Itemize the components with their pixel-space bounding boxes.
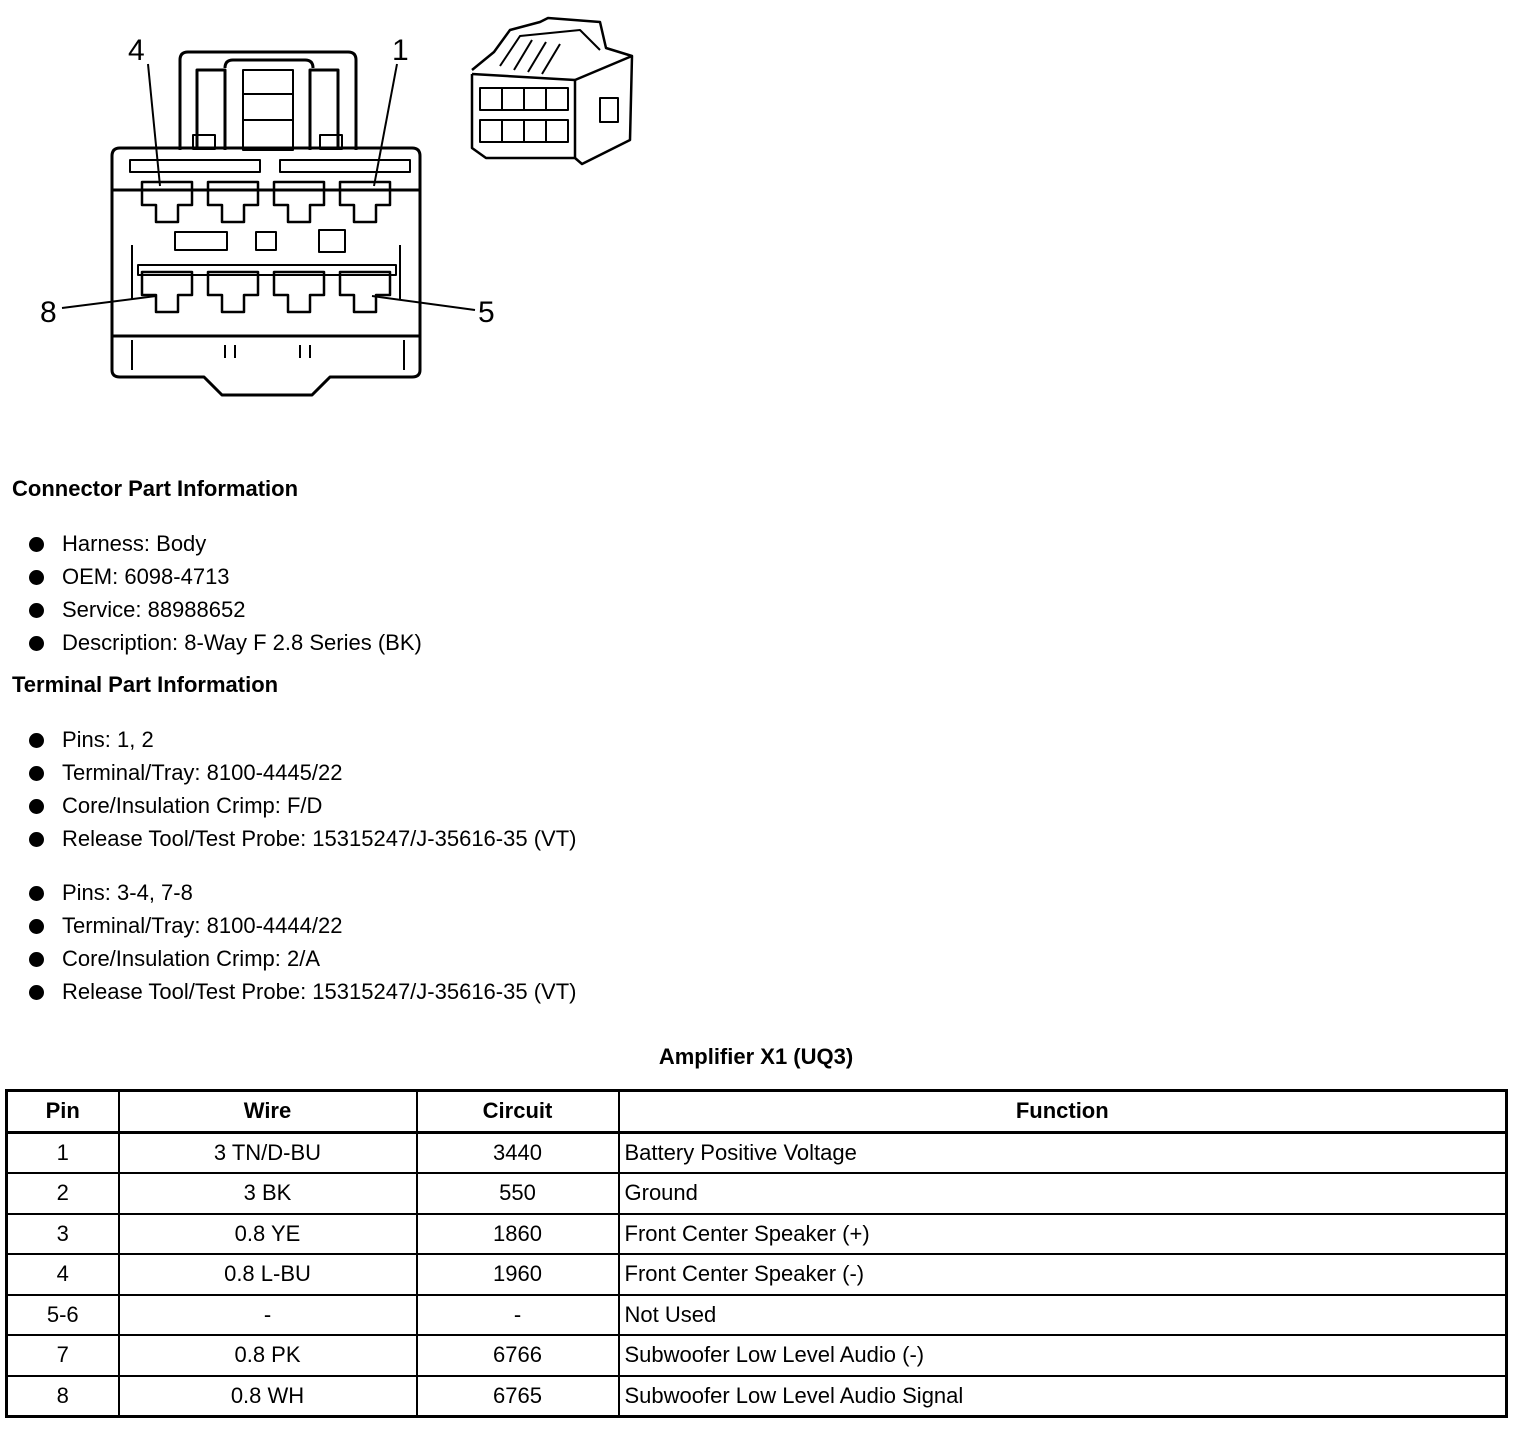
connector-diagram	[0, 0, 700, 420]
table-row	[7, 1173, 1507, 1214]
list-item	[0, 560, 422, 593]
cell-circuit: 1860	[417, 1214, 619, 1255]
cell-wire: 3 BK	[119, 1173, 417, 1214]
bullet-icon	[29, 603, 44, 618]
list-item	[0, 527, 422, 560]
list-item	[0, 942, 576, 975]
cell-wire: 3 TN/D-BU	[119, 1132, 417, 1173]
list-item	[0, 626, 422, 659]
list-item	[0, 975, 576, 1008]
table-row	[7, 1295, 1507, 1336]
cell-circuit: -	[417, 1295, 619, 1336]
list-item-text: Terminal/Tray: 8100-4444/22	[62, 913, 343, 938]
pin-label-5: 5	[478, 296, 495, 329]
list-item	[0, 876, 576, 909]
cell-wire: 0.8 L-BU	[119, 1254, 417, 1295]
cell-function: Front Center Speaker (+)	[619, 1214, 1507, 1255]
list-item-text: Description: 8-Way F 2.8 Series (BK)	[62, 630, 422, 655]
cell-circuit: 3440	[417, 1132, 619, 1173]
header-circuit: Circuit	[417, 1091, 619, 1133]
list-item	[0, 822, 576, 855]
bullet-icon	[29, 952, 44, 967]
pin-table	[5, 1089, 1508, 1418]
table-row	[7, 1132, 1507, 1173]
list-item	[0, 723, 576, 756]
bullet-icon	[29, 832, 44, 847]
table-row	[7, 1335, 1507, 1376]
bullet-icon	[29, 636, 44, 651]
list-item-text: Harness: Body	[62, 531, 207, 556]
cell-function: Subwoofer Low Level Audio (-)	[619, 1335, 1507, 1376]
cell-pin: 4	[7, 1254, 119, 1295]
cell-wire: 0.8 YE	[119, 1214, 417, 1255]
bullet-icon	[29, 985, 44, 1000]
list-item-text: Pins: 3-4, 7-8	[62, 880, 193, 905]
cell-function: Front Center Speaker (-)	[619, 1254, 1507, 1295]
cell-wire: 0.8 WH	[119, 1376, 417, 1417]
list-item	[0, 909, 576, 942]
bullet-icon	[29, 570, 44, 585]
cell-function: Battery Positive Voltage	[619, 1132, 1507, 1173]
list-item	[0, 593, 422, 626]
bullet-icon	[29, 766, 44, 781]
list-item	[0, 756, 576, 789]
cell-pin: 8	[7, 1376, 119, 1417]
cell-circuit: 1960	[417, 1254, 619, 1295]
pin-label-4: 4	[128, 34, 145, 67]
cell-wire: 0.8 PK	[119, 1335, 417, 1376]
list-item-text: Service: 88988652	[62, 597, 246, 622]
header-wire: Wire	[119, 1091, 417, 1133]
cell-pin: 5-6	[7, 1295, 119, 1336]
cell-function: Not Used	[619, 1295, 1507, 1336]
list-item-text: Core/Insulation Crimp: 2/A	[62, 946, 320, 971]
cell-function: Ground	[619, 1173, 1507, 1214]
bullet-icon	[29, 799, 44, 814]
terminal-info-group-1	[0, 723, 576, 855]
terminal-info-title: Terminal Part Information	[12, 672, 279, 697]
list-item-text: OEM: 6098-4713	[62, 564, 230, 589]
table-row	[7, 1214, 1507, 1255]
bullet-icon	[29, 537, 44, 552]
pin-label-8: 8	[40, 296, 57, 329]
terminal-info-group-2	[0, 876, 576, 1008]
list-item-text: Pins: 1, 2	[62, 727, 154, 752]
cell-pin: 1	[7, 1132, 119, 1173]
connector-iso-view	[472, 18, 632, 164]
cell-circuit: 550	[417, 1173, 619, 1214]
list-item-text: Terminal/Tray: 8100-4445/22	[62, 760, 343, 785]
bullet-icon	[29, 886, 44, 901]
cell-pin: 2	[7, 1173, 119, 1214]
cell-pin: 3	[7, 1214, 119, 1255]
table-header-row	[7, 1091, 1507, 1133]
cell-wire: -	[119, 1295, 417, 1336]
header-pin: Pin	[7, 1091, 119, 1133]
pin-label-1: 1	[392, 34, 409, 67]
cell-function: Subwoofer Low Level Audio Signal	[619, 1376, 1507, 1417]
connector-info-list	[0, 527, 422, 659]
list-item-text: Core/Insulation Crimp: F/D	[62, 793, 323, 818]
list-item	[0, 789, 576, 822]
cell-circuit: 6766	[417, 1335, 619, 1376]
bullet-icon	[29, 919, 44, 934]
cell-pin: 7	[7, 1335, 119, 1376]
list-item-text: Release Tool/Test Probe: 15315247/J-35616-35 (VT)	[62, 979, 577, 1004]
table-row	[7, 1376, 1507, 1417]
list-item-text: Release Tool/Test Probe: 15315247/J-35616-35 (VT)	[62, 826, 577, 851]
cell-circuit: 6765	[417, 1376, 619, 1417]
header-function: Function	[619, 1091, 1507, 1133]
bullet-icon	[29, 733, 44, 748]
table-title: Amplifier X1 (UQ3)	[658, 1044, 854, 1069]
table-row	[7, 1254, 1507, 1295]
connector-info-title: Connector Part Information	[12, 476, 299, 501]
